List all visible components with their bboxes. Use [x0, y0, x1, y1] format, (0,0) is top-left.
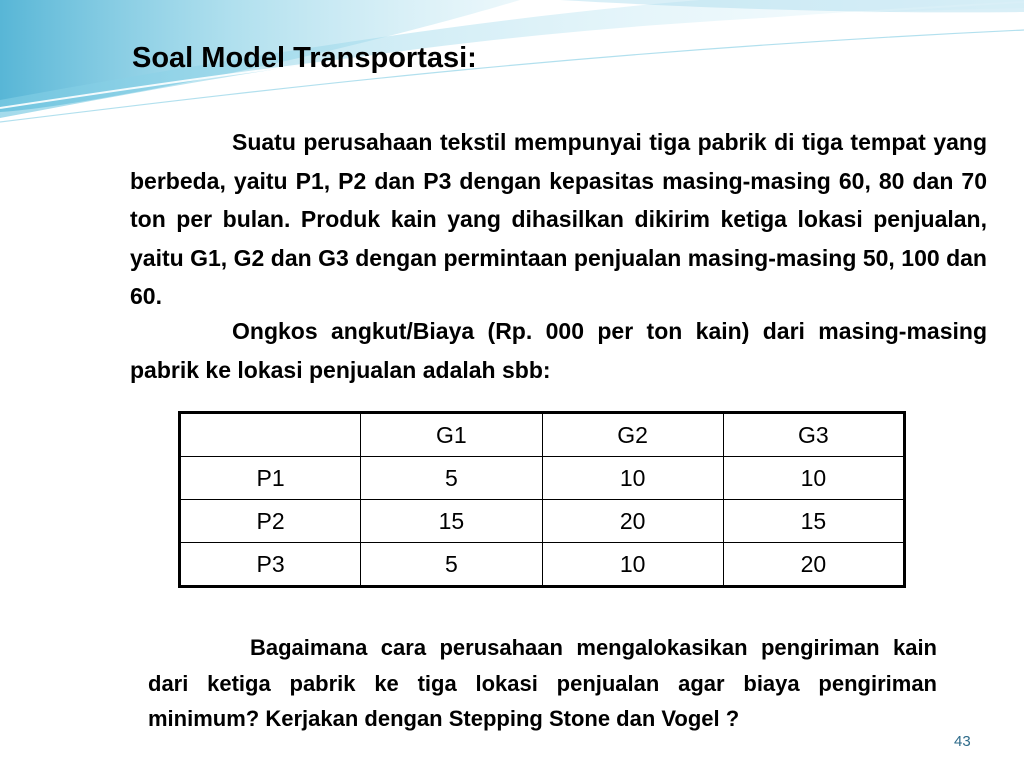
column-header: G2	[542, 413, 723, 457]
cost-table	[178, 411, 906, 588]
table-cell: 5	[361, 457, 542, 500]
table-cell: 15	[361, 500, 542, 543]
slide-title: Soal Model Transportasi:	[132, 42, 477, 74]
table-cell: 10	[723, 457, 904, 500]
problem-paragraph-1	[130, 123, 987, 316]
table-header-row	[180, 413, 905, 457]
table-cell: 5	[361, 543, 542, 587]
problem-paragraph-2	[130, 312, 987, 389]
row-header: P2	[180, 500, 361, 543]
problem-question	[148, 630, 937, 737]
table-cell: 15	[723, 500, 904, 543]
table-row	[180, 500, 905, 543]
table-corner-cell	[180, 413, 361, 457]
table-cell: 10	[542, 543, 723, 587]
table-cell: 20	[723, 543, 904, 587]
paragraph-2-text: Ongkos angkut/Biaya (Rp. 000 per ton kain) dari masing-masing pabrik ke lokasi penjualan adalah sbb:	[130, 318, 987, 383]
row-header: P3	[180, 543, 361, 587]
paragraph-1-text: Suatu perusahaan tekstil mempunyai tiga pabrik di tiga tempat yang berbeda, yaitu P1, P2 dan P3 dengan kepasitas masing-masing 60, 80 dan 70 ton per bulan. Produk kain yang dihasilkan dikirim ketiga lokasi penjualan, yaitu G1, G2 dan G3 dengan permintaan penjualan masing-masing 50, 100 dan 60.	[130, 129, 987, 309]
page-number: 43	[954, 733, 971, 750]
table-row	[180, 543, 905, 587]
column-header: G3	[723, 413, 904, 457]
table-cell: 20	[542, 500, 723, 543]
column-header: G1	[361, 413, 542, 457]
table-row	[180, 457, 905, 500]
question-text: Bagaimana cara perusahaan mengalokasikan pengiriman kain dari ketiga pabrik ke tiga lokasi penjualan agar biaya pengiriman minimum? Kerjakan dengan Stepping Stone dan Vogel ?	[148, 635, 937, 731]
table-cell: 10	[542, 457, 723, 500]
row-header: P1	[180, 457, 361, 500]
